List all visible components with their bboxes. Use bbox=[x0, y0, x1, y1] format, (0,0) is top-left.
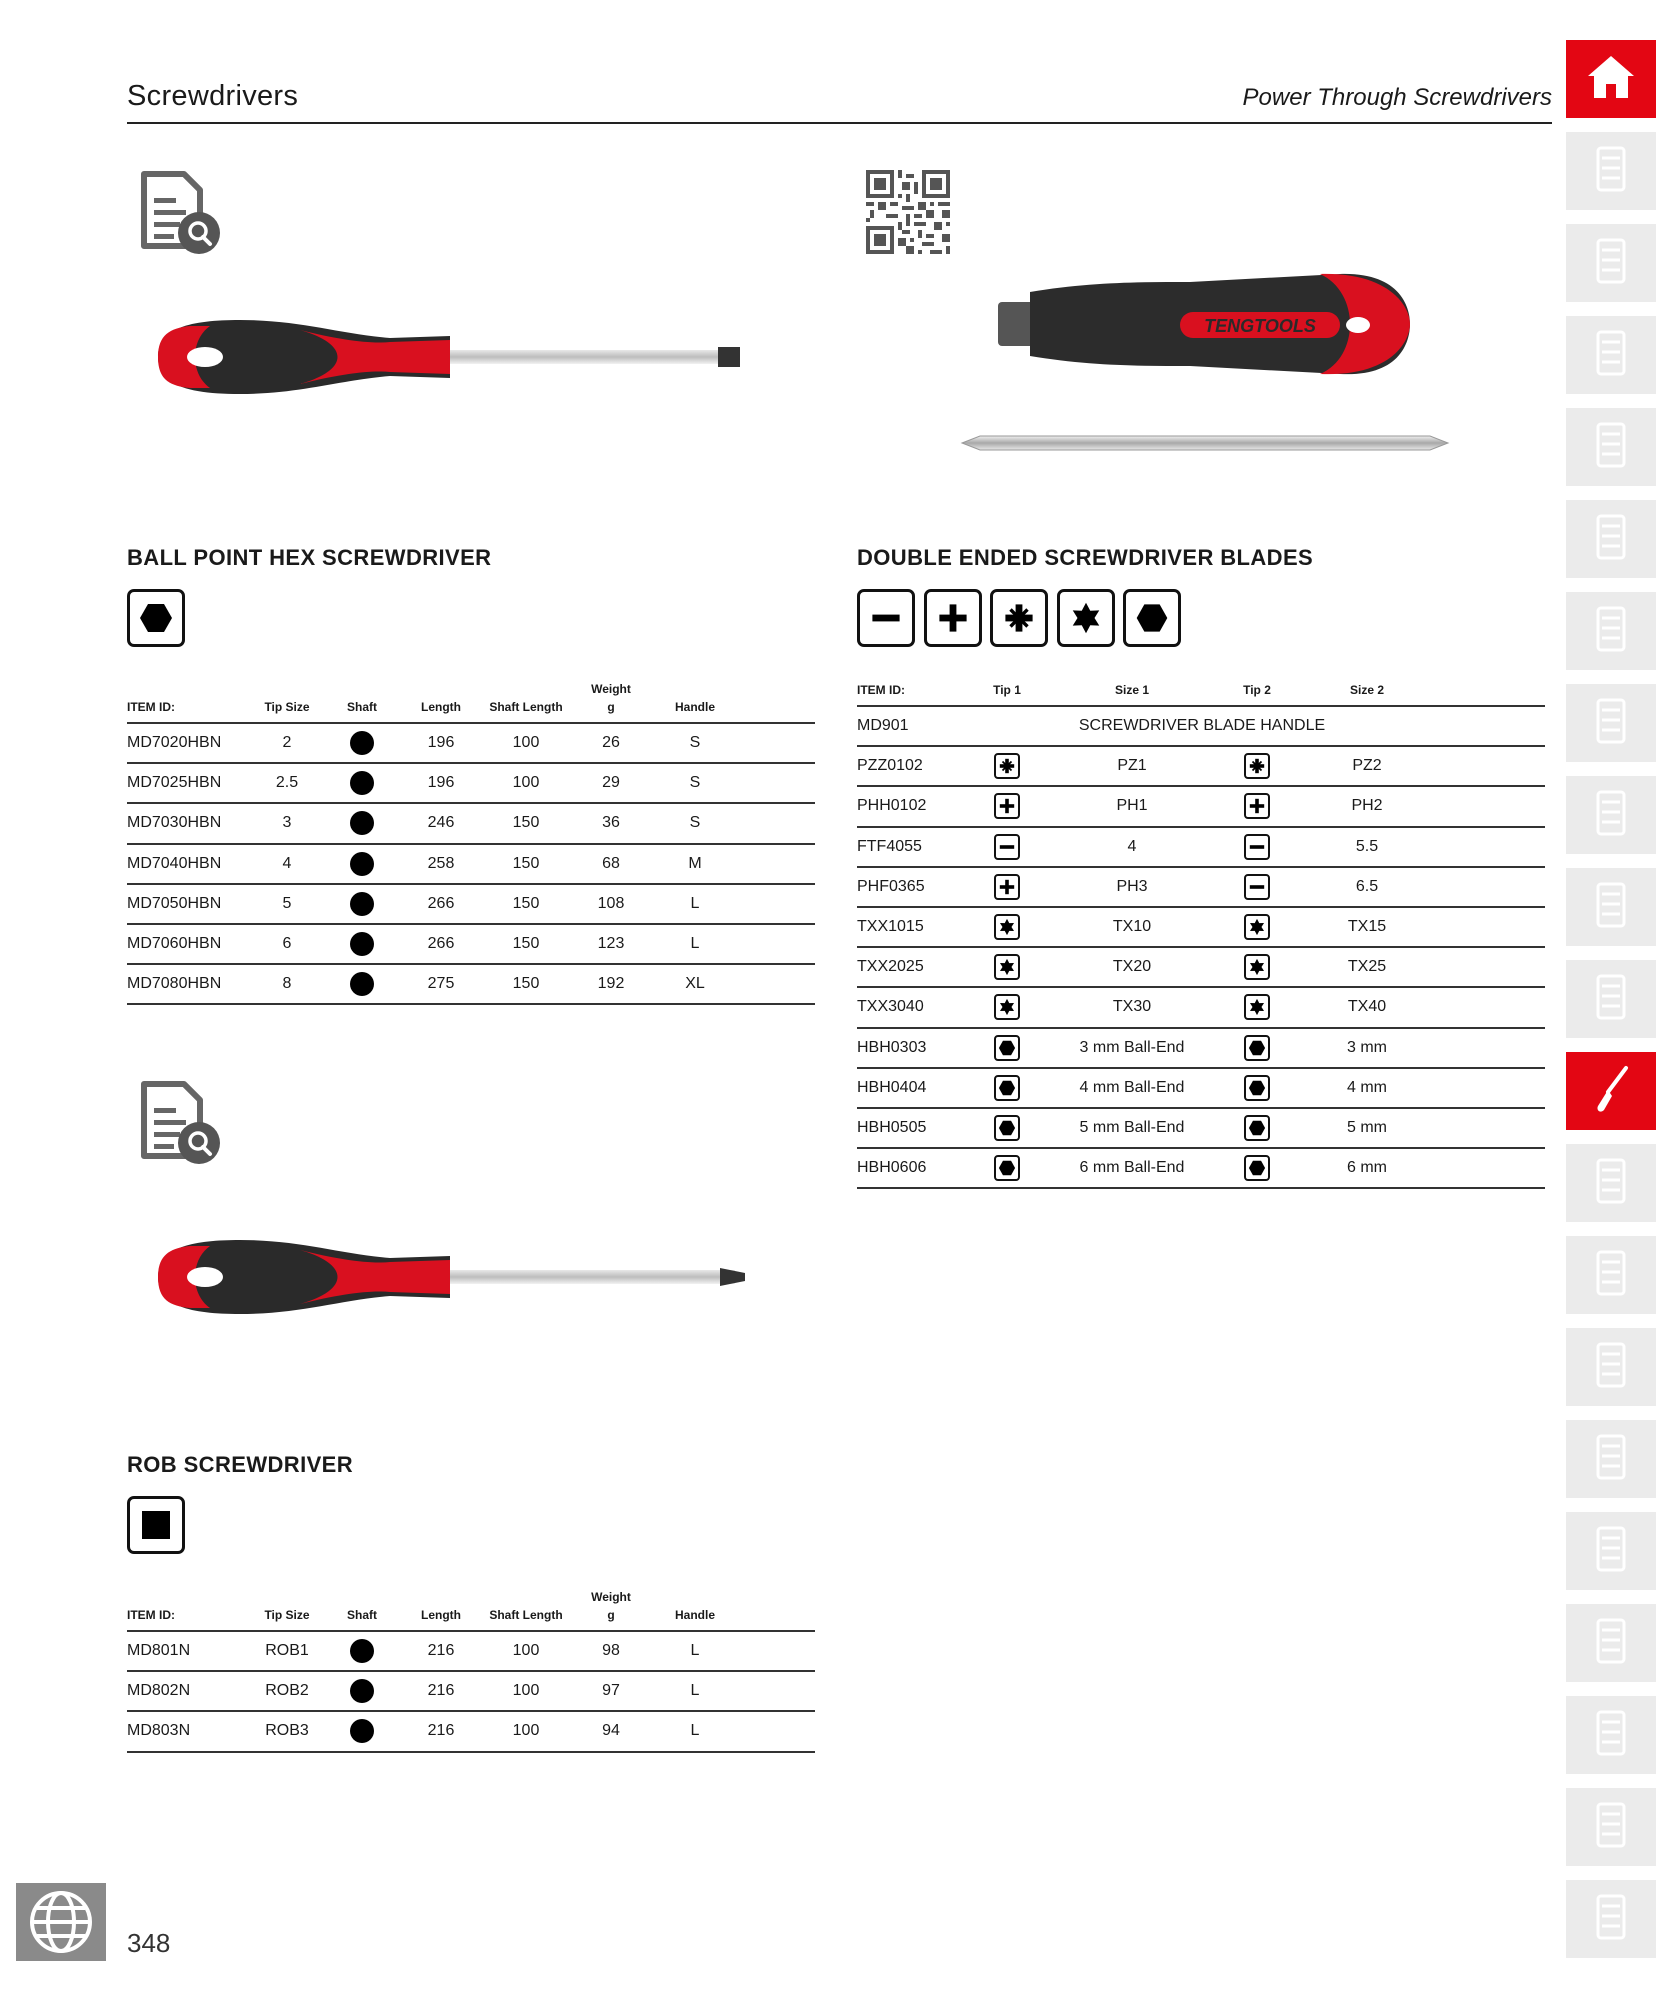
tip-size-cell: 2 bbox=[247, 723, 327, 763]
tip2-cell bbox=[1217, 1148, 1297, 1188]
shaft-cell bbox=[327, 763, 397, 803]
square-tip-icon bbox=[127, 1496, 185, 1554]
size2-cell: PZ2 bbox=[1297, 746, 1437, 786]
spacer-cell bbox=[735, 803, 815, 843]
size1-cell: 4 bbox=[1047, 827, 1217, 867]
hex-tip-icon bbox=[1244, 1155, 1270, 1181]
spacer-cell bbox=[735, 1631, 815, 1671]
roller-cabinet-icon bbox=[1588, 326, 1634, 385]
item-id-cell: MD7040HBN bbox=[127, 844, 247, 884]
size1-cell: TX30 bbox=[1047, 987, 1217, 1027]
brand-logo: TENGTOOLS bbox=[1204, 316, 1316, 336]
sidebar-item-knife[interactable] bbox=[1566, 1512, 1656, 1590]
hex-tip-icon bbox=[127, 589, 185, 647]
hex-tip-icon bbox=[1123, 589, 1181, 647]
col-tip1: Tip 1 bbox=[967, 680, 1047, 706]
weight-cell: 68 bbox=[567, 844, 655, 884]
torx-tip-icon bbox=[1244, 994, 1270, 1020]
spacer-cell bbox=[735, 844, 815, 884]
handle-cell: XL bbox=[655, 964, 735, 1004]
sidebar-item-gears[interactable] bbox=[1566, 1788, 1656, 1866]
handle-cell: L bbox=[655, 1631, 735, 1671]
sidebar-item-spanner[interactable] bbox=[1566, 960, 1656, 1038]
tip1-cell bbox=[967, 786, 1047, 826]
category-sidebar bbox=[1566, 40, 1656, 1972]
hex-spec-table bbox=[127, 680, 815, 1005]
item-id-cell: MD7030HBN bbox=[127, 803, 247, 843]
size2-cell: 4 mm bbox=[1297, 1068, 1437, 1108]
col-size1: Size 1 bbox=[1047, 680, 1217, 706]
tip1-cell bbox=[967, 867, 1047, 907]
shaft-length-cell: 150 bbox=[485, 844, 567, 884]
workshop-cabinet-icon bbox=[1588, 602, 1634, 661]
phillips-tip-icon bbox=[994, 793, 1020, 819]
power-tools-icon bbox=[1588, 1706, 1634, 1765]
tip-size-cell: 3 bbox=[247, 803, 327, 843]
shaft-length-cell: 150 bbox=[485, 924, 567, 964]
col-tip2: Tip 2 bbox=[1217, 680, 1297, 706]
handle-cell: M bbox=[655, 844, 735, 884]
item-id-cell: TXX2025 bbox=[857, 947, 967, 987]
document-search-icon[interactable] bbox=[136, 1078, 226, 1168]
tip1-cell bbox=[967, 907, 1047, 947]
shaft-length-cell: 100 bbox=[485, 1671, 567, 1711]
spacer-cell bbox=[1437, 746, 1545, 786]
sidebar-item-power-tools[interactable] bbox=[1566, 1696, 1656, 1774]
sidebar-item-roller-cabinet[interactable] bbox=[1566, 316, 1656, 394]
torx-tip-icon bbox=[994, 954, 1020, 980]
length-cell: 266 bbox=[397, 884, 485, 924]
item-id-cell: TXX1015 bbox=[857, 907, 967, 947]
length-cell: 216 bbox=[397, 1671, 485, 1711]
spacer-cell bbox=[735, 1711, 815, 1751]
tip-size-cell: ROB1 bbox=[247, 1631, 327, 1671]
tip2-cell bbox=[1217, 987, 1297, 1027]
shaft-length-cell: 150 bbox=[485, 803, 567, 843]
length-cell: 266 bbox=[397, 924, 485, 964]
size1-cell: 3 mm Ball-End bbox=[1047, 1028, 1217, 1068]
knife-icon bbox=[1588, 1522, 1634, 1581]
tip-size-cell: 8 bbox=[247, 964, 327, 1004]
tool-tray-icon bbox=[1588, 418, 1634, 477]
col-handle: Handle bbox=[655, 680, 735, 723]
sidebar-item-ratchet-socket[interactable] bbox=[1566, 684, 1656, 762]
length-cell: 258 bbox=[397, 844, 485, 884]
sidebar-item-tool-tray[interactable] bbox=[1566, 408, 1656, 486]
spacer-cell bbox=[1437, 907, 1545, 947]
weight-cell: 123 bbox=[567, 924, 655, 964]
col-length: Length bbox=[397, 1588, 485, 1631]
size1-cell: PZ1 bbox=[1047, 746, 1217, 786]
hex-tip-icon bbox=[1244, 1075, 1270, 1101]
sidebar-item-sockets[interactable] bbox=[1566, 776, 1656, 854]
weight-cell: 94 bbox=[567, 1711, 655, 1751]
size1-cell: 5 mm Ball-End bbox=[1047, 1108, 1217, 1148]
col-item-id: ITEM ID: bbox=[127, 680, 247, 723]
sidebar-item-tool-set[interactable] bbox=[1566, 224, 1656, 302]
spacer-cell bbox=[1437, 947, 1545, 987]
spacer-cell bbox=[1437, 1028, 1545, 1068]
size1-cell: 4 mm Ball-End bbox=[1047, 1068, 1217, 1108]
item-id-cell: MD803N bbox=[127, 1711, 247, 1751]
measuring-tape-icon bbox=[1588, 1614, 1634, 1673]
table-row bbox=[857, 1028, 1545, 1068]
bits-icon bbox=[1588, 1154, 1634, 1213]
tip2-cell bbox=[1217, 947, 1297, 987]
spacer-cell bbox=[1437, 1068, 1545, 1108]
round-shaft-icon bbox=[350, 1679, 374, 1703]
size2-cell: TX15 bbox=[1297, 907, 1437, 947]
weight-cell: 29 bbox=[567, 763, 655, 803]
ratchet-socket-icon bbox=[1588, 694, 1634, 753]
col-shaft: Shaft bbox=[327, 680, 397, 723]
phillips-tip-icon bbox=[994, 874, 1020, 900]
size2-cell: 6 mm bbox=[1297, 1148, 1437, 1188]
spacer-cell bbox=[735, 763, 815, 803]
weight-cell: 98 bbox=[567, 1631, 655, 1671]
tip1-cell bbox=[967, 947, 1047, 987]
size2-cell: TX40 bbox=[1297, 987, 1437, 1027]
pozidriv-tip-icon bbox=[994, 753, 1020, 779]
sidebar-item-home[interactable] bbox=[1566, 40, 1656, 118]
round-shaft-icon bbox=[350, 811, 374, 835]
size1-cell: TX10 bbox=[1047, 907, 1217, 947]
slotted-tip-icon bbox=[1244, 874, 1270, 900]
sidebar-item-socket-rack[interactable] bbox=[1566, 500, 1656, 578]
handle-cell: L bbox=[655, 884, 735, 924]
size1-cell: PH1 bbox=[1047, 786, 1217, 826]
document-search-icon[interactable] bbox=[136, 168, 226, 258]
table-row bbox=[857, 947, 1545, 987]
item-id-cell: MD7060HBN bbox=[127, 924, 247, 964]
handle-cell: L bbox=[655, 1711, 735, 1751]
section-title-hex: BALL POINT HEX SCREWDRIVER bbox=[127, 545, 492, 570]
length-cell: 196 bbox=[397, 763, 485, 803]
size1-cell: PH3 bbox=[1047, 867, 1217, 907]
col-size2: Size 2 bbox=[1297, 680, 1437, 706]
pozidriv-tip-icon bbox=[1244, 753, 1270, 779]
hex-tip-icon bbox=[994, 1115, 1020, 1141]
double-ended-blade-image bbox=[960, 428, 1450, 463]
spacer-cell bbox=[735, 1671, 815, 1711]
shaft-length-cell: 100 bbox=[485, 763, 567, 803]
handle-cell: L bbox=[655, 1671, 735, 1711]
table-row bbox=[857, 827, 1545, 867]
table-row bbox=[857, 1108, 1545, 1148]
weight-cell: 108 bbox=[567, 884, 655, 924]
weight-cell: 97 bbox=[567, 1671, 655, 1711]
hex-tip-icon bbox=[994, 1155, 1020, 1181]
hex-tip-icon bbox=[994, 1075, 1020, 1101]
spacer-cell bbox=[1437, 987, 1545, 1027]
blades-spec-table bbox=[857, 680, 1545, 1189]
tip1-cell bbox=[967, 1148, 1047, 1188]
screwdriver-icon bbox=[1586, 1062, 1636, 1121]
item-id-cell: MD901 bbox=[857, 706, 967, 746]
shaft-length-cell: 100 bbox=[485, 1631, 567, 1671]
table-row bbox=[127, 1671, 815, 1711]
tip1-cell bbox=[967, 746, 1047, 786]
tip2-cell bbox=[1217, 1068, 1297, 1108]
table-row bbox=[127, 763, 815, 803]
handle-cell: S bbox=[655, 723, 735, 763]
item-id-cell: PHF0365 bbox=[857, 867, 967, 907]
rob-screwdriver-image bbox=[150, 1220, 760, 1335]
item-id-cell: MD802N bbox=[127, 1671, 247, 1711]
item-id-cell: PZZ0102 bbox=[857, 746, 967, 786]
col-shaft-length: Shaft Length bbox=[485, 1588, 567, 1631]
table-row bbox=[127, 803, 815, 843]
tip-size-cell: 6 bbox=[247, 924, 327, 964]
length-cell: 216 bbox=[397, 1631, 485, 1671]
tip1-cell bbox=[967, 1028, 1047, 1068]
table-row bbox=[127, 1631, 815, 1671]
hammer-icon bbox=[1588, 1890, 1634, 1949]
spacer-cell bbox=[1437, 706, 1545, 746]
spacer-cell bbox=[735, 723, 815, 763]
sidebar-item-tool-trolley[interactable] bbox=[1566, 132, 1656, 210]
spacer-cell bbox=[1437, 786, 1545, 826]
hex-keys-icon bbox=[1588, 1246, 1634, 1305]
spacer-cell bbox=[1437, 1148, 1545, 1188]
spanner-icon bbox=[1588, 970, 1634, 1029]
sidebar-item-torque-wrench[interactable] bbox=[1566, 868, 1656, 946]
tip2-cell bbox=[1217, 746, 1297, 786]
header-divider bbox=[127, 122, 1552, 124]
table-row bbox=[127, 884, 815, 924]
size2-cell: PH2 bbox=[1297, 786, 1437, 826]
tip2-cell bbox=[1217, 1108, 1297, 1148]
item-id-cell: MD7050HBN bbox=[127, 884, 247, 924]
sidebar-item-pliers[interactable] bbox=[1566, 1328, 1656, 1406]
tip1-cell bbox=[967, 1108, 1047, 1148]
tool-set-icon bbox=[1588, 234, 1634, 293]
item-id-cell: MD7080HBN bbox=[127, 964, 247, 1004]
shaft-cell bbox=[327, 1631, 397, 1671]
gears-icon bbox=[1588, 1798, 1634, 1857]
torx-tip-icon bbox=[1244, 954, 1270, 980]
slotted-tip-icon bbox=[1244, 834, 1270, 860]
shaft-cell bbox=[327, 803, 397, 843]
slotted-tip-icon bbox=[994, 834, 1020, 860]
item-id-cell: FTF4055 bbox=[857, 827, 967, 867]
table-row bbox=[857, 786, 1545, 826]
item-id-cell: MD7020HBN bbox=[127, 723, 247, 763]
col-length: Length bbox=[397, 680, 485, 723]
weight-cell: 36 bbox=[567, 803, 655, 843]
col-shaft-length: Shaft Length bbox=[485, 680, 567, 723]
qr-code[interactable] bbox=[866, 170, 950, 254]
handle-cell: S bbox=[655, 763, 735, 803]
size2-cell: TX25 bbox=[1297, 947, 1437, 987]
size2-cell: 5 mm bbox=[1297, 1108, 1437, 1148]
spacer-cell bbox=[1437, 827, 1545, 867]
tip1-cell bbox=[967, 1068, 1047, 1108]
sidebar-item-workshop-cabinet[interactable] bbox=[1566, 592, 1656, 670]
item-id-cell: TXX3040 bbox=[857, 987, 967, 1027]
shaft-cell bbox=[327, 924, 397, 964]
item-id-cell: MD801N bbox=[127, 1631, 247, 1671]
blade-handle-image bbox=[990, 262, 1420, 397]
tip-size-cell: 5 bbox=[247, 884, 327, 924]
tip1-cell bbox=[967, 987, 1047, 1027]
round-shaft-icon bbox=[350, 771, 374, 795]
tool-trolley-icon bbox=[1588, 142, 1634, 201]
slotted-tip-icon bbox=[857, 589, 915, 647]
home-icon bbox=[1584, 52, 1638, 107]
sockets-icon bbox=[1588, 786, 1634, 845]
shaft-cell bbox=[327, 1671, 397, 1711]
spacer-cell bbox=[735, 924, 815, 964]
sidebar-item-screwdriver[interactable] bbox=[1566, 1052, 1656, 1130]
size1-cell: 6 mm Ball-End bbox=[1047, 1148, 1217, 1188]
tip-size-cell: 4 bbox=[247, 844, 327, 884]
round-shaft-icon bbox=[350, 1719, 374, 1743]
round-shaft-icon bbox=[350, 892, 374, 916]
item-id-cell: HBH0606 bbox=[857, 1148, 967, 1188]
table-row bbox=[127, 1711, 815, 1751]
length-cell: 216 bbox=[397, 1711, 485, 1751]
ball-point-hex-screwdriver-image bbox=[150, 300, 760, 415]
tip-size-cell: ROB2 bbox=[247, 1671, 327, 1711]
item-id-cell: HBH0303 bbox=[857, 1028, 967, 1068]
item-id-cell: MD7025HBN bbox=[127, 763, 247, 803]
handle-cell: L bbox=[655, 924, 735, 964]
sidebar-item-hex-keys[interactable] bbox=[1566, 1236, 1656, 1314]
table-row bbox=[857, 1148, 1545, 1188]
phillips-tip-icon bbox=[924, 589, 982, 647]
sidebar-item-measuring-tape[interactable] bbox=[1566, 1604, 1656, 1682]
table-row bbox=[127, 924, 815, 964]
torx-tip-icon bbox=[994, 994, 1020, 1020]
col-handle: Handle bbox=[655, 1588, 735, 1631]
table-row bbox=[127, 964, 815, 1004]
electrical-icon bbox=[1588, 1430, 1634, 1489]
spacer-cell bbox=[1437, 867, 1545, 907]
section-title-rob: ROB SCREWDRIVER bbox=[127, 1452, 354, 1477]
tip2-cell bbox=[1217, 867, 1297, 907]
shaft-length-cell: 100 bbox=[485, 1711, 567, 1751]
item-id-cell: HBH0505 bbox=[857, 1108, 967, 1148]
spacer-cell bbox=[735, 884, 815, 924]
shaft-cell bbox=[327, 964, 397, 1004]
handle-label-cell: SCREWDRIVER BLADE HANDLE bbox=[967, 706, 1437, 746]
round-shaft-icon bbox=[350, 932, 374, 956]
phillips-tip-icon bbox=[1244, 793, 1270, 819]
shaft-length-cell: 150 bbox=[485, 884, 567, 924]
tip2-cell bbox=[1217, 907, 1297, 947]
col-item-id: ITEM ID: bbox=[857, 680, 967, 706]
item-id-cell: PHH0102 bbox=[857, 786, 967, 826]
rob-spec-table bbox=[127, 1588, 815, 1753]
col-tip-size: Tip Size bbox=[247, 1588, 327, 1631]
torx-tip-icon bbox=[1244, 914, 1270, 940]
col-weight: Weight g bbox=[567, 1588, 655, 1631]
shaft-cell bbox=[327, 1711, 397, 1751]
pozidriv-tip-icon bbox=[990, 589, 1048, 647]
table-row bbox=[857, 907, 1545, 947]
weight-cell: 26 bbox=[567, 723, 655, 763]
sidebar-item-electrical[interactable] bbox=[1566, 1420, 1656, 1498]
weight-cell: 192 bbox=[567, 964, 655, 1004]
tip2-cell bbox=[1217, 786, 1297, 826]
hex-tip-icon bbox=[1244, 1035, 1270, 1061]
round-shaft-icon bbox=[350, 972, 374, 996]
tip-size-cell: 2.5 bbox=[247, 763, 327, 803]
spacer-cell bbox=[735, 964, 815, 1004]
table-row bbox=[857, 1068, 1545, 1108]
size2-cell: 5.5 bbox=[1297, 827, 1437, 867]
table-row bbox=[857, 746, 1545, 786]
pliers-icon bbox=[1588, 1338, 1634, 1397]
shaft-cell bbox=[327, 884, 397, 924]
shaft-length-cell: 100 bbox=[485, 723, 567, 763]
spacer-cell bbox=[1437, 1108, 1545, 1148]
tip-size-cell: ROB3 bbox=[247, 1711, 327, 1751]
torque-wrench-icon bbox=[1588, 878, 1634, 937]
torx-tip-icon bbox=[1057, 589, 1115, 647]
shaft-length-cell: 150 bbox=[485, 964, 567, 1004]
length-cell: 275 bbox=[397, 964, 485, 1004]
globe-icon[interactable] bbox=[16, 1883, 106, 1961]
section-title-blades: DOUBLE ENDED SCREWDRIVER BLADES bbox=[857, 545, 1314, 570]
page-number: 348 bbox=[127, 1928, 171, 1958]
page-subtitle: Power Through Screwdrivers bbox=[1242, 84, 1552, 111]
table-row bbox=[857, 706, 1545, 746]
round-shaft-icon bbox=[350, 731, 374, 755]
col-shaft: Shaft bbox=[327, 1588, 397, 1631]
size2-cell: 6.5 bbox=[1297, 867, 1437, 907]
page-title: Screwdrivers bbox=[127, 80, 299, 112]
tip2-cell bbox=[1217, 1028, 1297, 1068]
size1-cell: TX20 bbox=[1047, 947, 1217, 987]
socket-rack-icon bbox=[1588, 510, 1634, 569]
shaft-cell bbox=[327, 723, 397, 763]
round-shaft-icon bbox=[350, 1639, 374, 1663]
table-row bbox=[127, 723, 815, 763]
length-cell: 196 bbox=[397, 723, 485, 763]
sidebar-item-hammer[interactable] bbox=[1566, 1880, 1656, 1958]
hex-tip-icon bbox=[994, 1035, 1020, 1061]
item-id-cell: HBH0404 bbox=[857, 1068, 967, 1108]
table-row bbox=[857, 987, 1545, 1027]
sidebar-item-bits[interactable] bbox=[1566, 1144, 1656, 1222]
round-shaft-icon bbox=[350, 852, 374, 876]
shaft-cell bbox=[327, 844, 397, 884]
tip2-cell bbox=[1217, 827, 1297, 867]
handle-cell: S bbox=[655, 803, 735, 843]
col-item-id: ITEM ID: bbox=[127, 1588, 247, 1631]
torx-tip-icon bbox=[994, 914, 1020, 940]
table-row bbox=[857, 867, 1545, 907]
length-cell: 246 bbox=[397, 803, 485, 843]
col-weight: Weight g bbox=[567, 680, 655, 723]
table-row bbox=[127, 844, 815, 884]
hex-tip-icon bbox=[1244, 1115, 1270, 1141]
tip1-cell bbox=[967, 827, 1047, 867]
size2-cell: 3 mm bbox=[1297, 1028, 1437, 1068]
col-tip-size: Tip Size bbox=[247, 680, 327, 723]
